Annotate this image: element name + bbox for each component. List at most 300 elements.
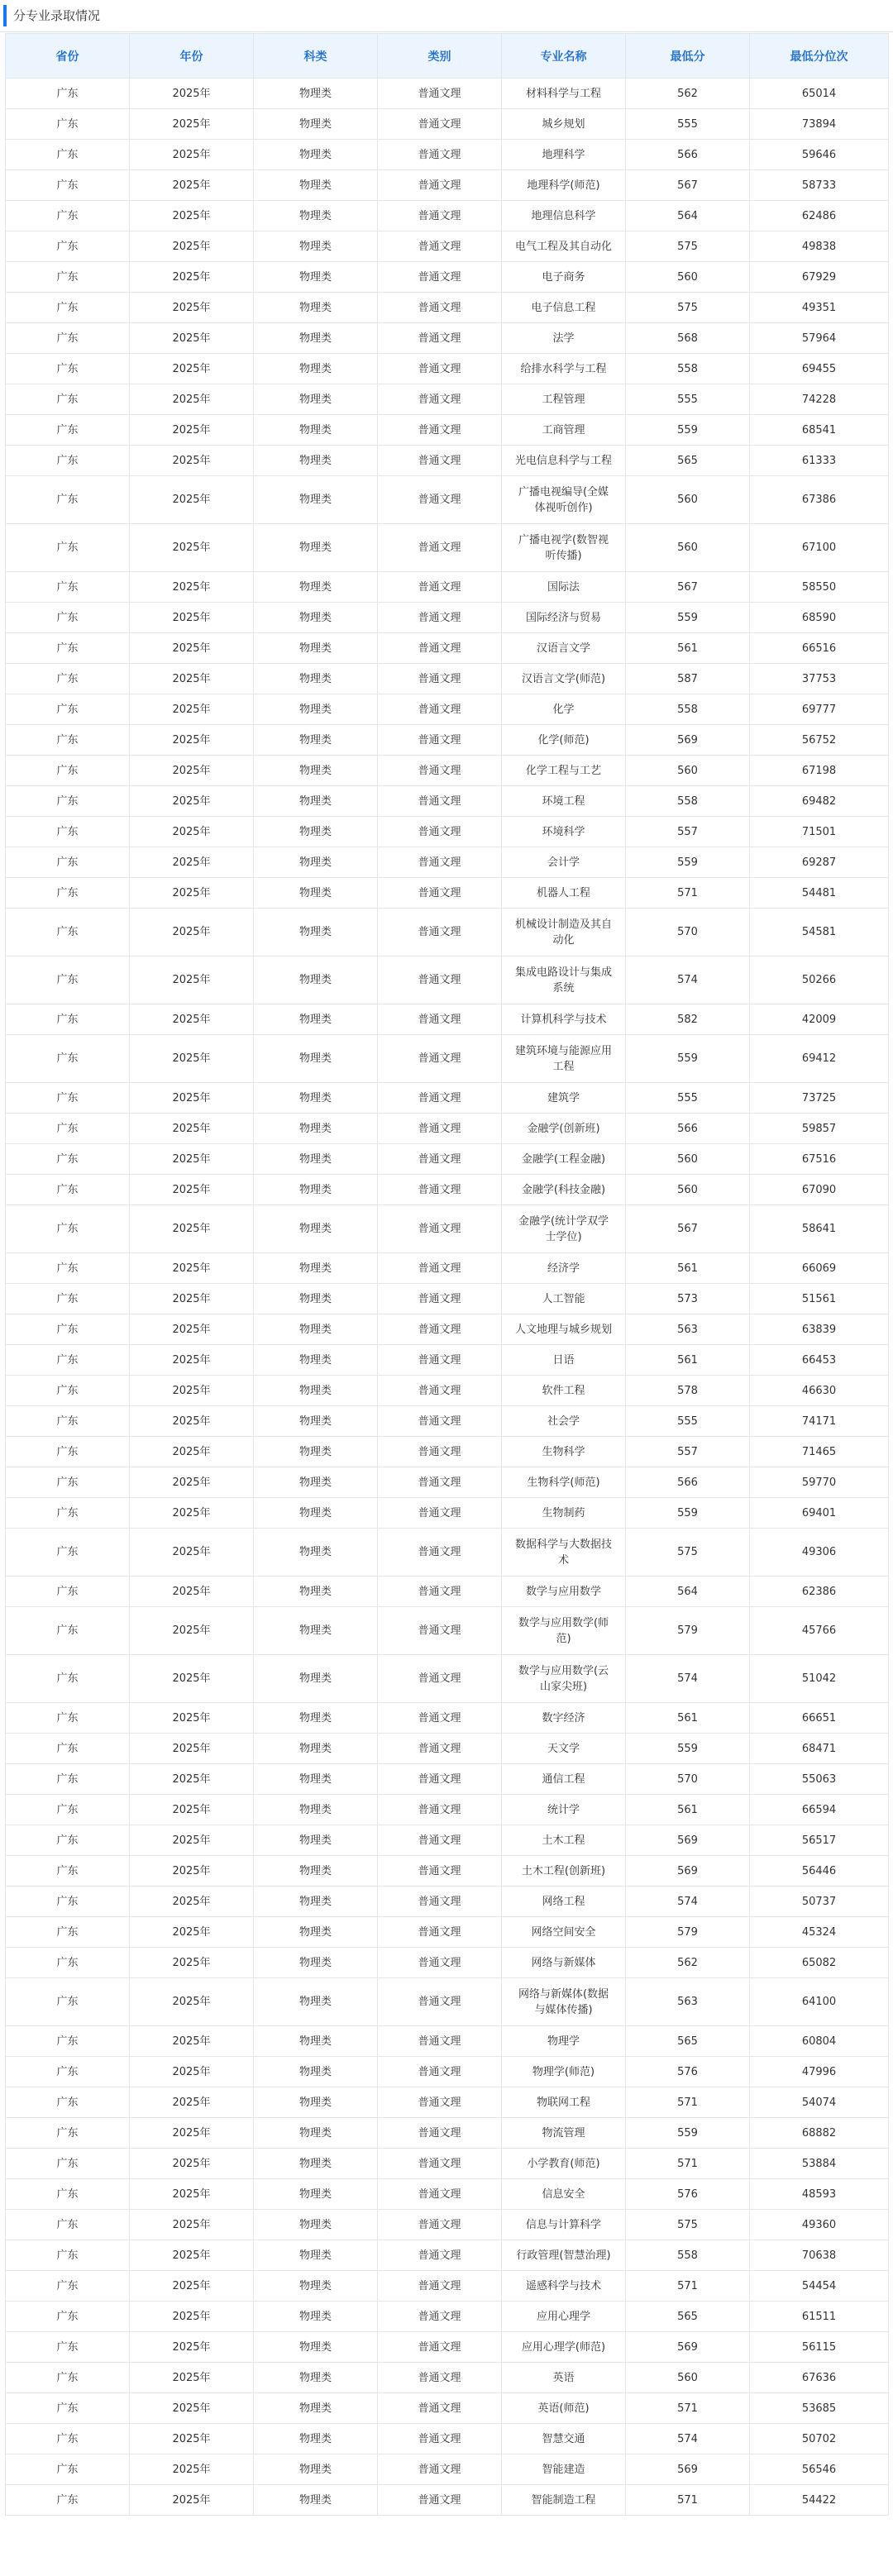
table-row: [6, 1467, 889, 1498]
subject-cell: 物理类: [254, 2271, 378, 2302]
table-row: [6, 2271, 889, 2302]
category-cell: 普通文理: [378, 323, 502, 354]
major-name-cell: 机械设计制造及其自动化: [502, 909, 626, 956]
min-score-cell: 555: [626, 1406, 750, 1437]
category-cell: 普通文理: [378, 909, 502, 956]
min-rank-cell: 68471: [750, 1734, 889, 1764]
min-score-cell: 575: [626, 1529, 750, 1577]
province-cell: 广东: [6, 725, 130, 756]
min-score-cell: 579: [626, 1607, 750, 1655]
year-cell: 2025年: [130, 2240, 254, 2271]
table-row: [6, 2179, 889, 2210]
min-rank-cell: 69455: [750, 354, 889, 384]
year-cell: 2025年: [130, 1467, 254, 1498]
subject-cell: 物理类: [254, 446, 378, 476]
min-score-cell: 555: [626, 109, 750, 140]
min-rank-cell: 56752: [750, 725, 889, 756]
major-name-cell: 金融学(创新班): [502, 1114, 626, 1144]
min-rank-cell: 56115: [750, 2332, 889, 2363]
province-cell: 广东: [6, 664, 130, 694]
min-rank-cell: 69482: [750, 786, 889, 817]
category-cell: 普通文理: [378, 1825, 502, 1856]
table-row: [6, 1376, 889, 1406]
major-name-cell: 会计学: [502, 847, 626, 878]
year-cell: 2025年: [130, 323, 254, 354]
subject-cell: 物理类: [254, 2087, 378, 2118]
min-score-cell: 560: [626, 476, 750, 524]
year-cell: 2025年: [130, 1764, 254, 1795]
table-row: [6, 633, 889, 664]
province-cell: 广东: [6, 1114, 130, 1144]
min-rank-cell: 57964: [750, 323, 889, 354]
category-cell: 普通文理: [378, 2424, 502, 2454]
province-cell: 广东: [6, 2332, 130, 2363]
subject-cell: 物理类: [254, 1144, 378, 1175]
min-score-cell: 566: [626, 1114, 750, 1144]
major-name-cell: 人工智能: [502, 1284, 626, 1314]
major-name-cell: 数学与应用数学(师范): [502, 1607, 626, 1655]
year-cell: 2025年: [130, 786, 254, 817]
year-cell: 2025年: [130, 572, 254, 603]
table-row: [6, 1114, 889, 1144]
category-cell: 普通文理: [378, 2210, 502, 2240]
min-score-cell: 558: [626, 694, 750, 725]
table-row: [6, 1035, 889, 1083]
major-name-cell: 社会学: [502, 1406, 626, 1437]
province-cell: 广东: [6, 293, 130, 323]
category-cell: 普通文理: [378, 572, 502, 603]
year-cell: 2025年: [130, 1376, 254, 1406]
year-cell: 2025年: [130, 231, 254, 262]
subject-cell: 物理类: [254, 2424, 378, 2454]
subject-cell: 物理类: [254, 384, 378, 415]
province-cell: 广东: [6, 1406, 130, 1437]
category-cell: 普通文理: [378, 1948, 502, 1978]
table-row: [6, 476, 889, 524]
province-cell: 广东: [6, 384, 130, 415]
province-cell: 广东: [6, 1917, 130, 1948]
province-cell: 广东: [6, 1734, 130, 1764]
table-row: [6, 1205, 889, 1253]
category-cell: 普通文理: [378, 1917, 502, 1948]
subject-cell: 物理类: [254, 354, 378, 384]
major-name-cell: 天文学: [502, 1734, 626, 1764]
major-name-cell: 地理科学(师范): [502, 170, 626, 201]
min-score-cell: 574: [626, 1655, 750, 1703]
province-cell: 广东: [6, 524, 130, 572]
major-name-cell: 信息安全: [502, 2179, 626, 2210]
year-cell: 2025年: [130, 956, 254, 1004]
subject-cell: 物理类: [254, 1655, 378, 1703]
min-rank-cell: 50266: [750, 956, 889, 1004]
table-row: [6, 2302, 889, 2332]
subject-cell: 物理类: [254, 2485, 378, 2516]
category-cell: 普通文理: [378, 1498, 502, 1529]
category-cell: 普通文理: [378, 664, 502, 694]
min-score-cell: 587: [626, 664, 750, 694]
major-name-cell: 小学教育(师范): [502, 2149, 626, 2179]
year-cell: 2025年: [130, 2149, 254, 2179]
min-rank-cell: 67386: [750, 476, 889, 524]
table-row: [6, 170, 889, 201]
min-score-cell: 563: [626, 1978, 750, 2026]
min-score-cell: 582: [626, 1004, 750, 1035]
province-cell: 广东: [6, 2393, 130, 2424]
major-name-cell: 网络工程: [502, 1887, 626, 1917]
table-row: [6, 1437, 889, 1467]
table-row: [6, 2424, 889, 2454]
province-cell: 广东: [6, 1825, 130, 1856]
province-cell: 广东: [6, 2057, 130, 2087]
min-rank-cell: 59646: [750, 140, 889, 170]
province-cell: 广东: [6, 633, 130, 664]
table-row: [6, 2149, 889, 2179]
min-rank-cell: 69777: [750, 694, 889, 725]
subject-cell: 物理类: [254, 1406, 378, 1437]
subject-cell: 物理类: [254, 293, 378, 323]
min-rank-cell: 66516: [750, 633, 889, 664]
category-cell: 普通文理: [378, 354, 502, 384]
min-rank-cell: 67516: [750, 1144, 889, 1175]
table-row: [6, 109, 889, 140]
major-name-cell: 生物科学: [502, 1437, 626, 1467]
subject-cell: 物理类: [254, 231, 378, 262]
min-rank-cell: 68882: [750, 2118, 889, 2149]
major-name-cell: 数字经济: [502, 1703, 626, 1734]
province-cell: 广东: [6, 847, 130, 878]
subject-cell: 物理类: [254, 1734, 378, 1764]
table-row: [6, 603, 889, 633]
province-cell: 广东: [6, 1795, 130, 1825]
table-row: [6, 1655, 889, 1703]
province-cell: 广东: [6, 2087, 130, 2118]
category-cell: 普通文理: [378, 1376, 502, 1406]
year-cell: 2025年: [130, 1083, 254, 1114]
table-row: [6, 1887, 889, 1917]
major-name-cell: 工商管理: [502, 415, 626, 446]
province-cell: 广东: [6, 2118, 130, 2149]
category-cell: 普通文理: [378, 1406, 502, 1437]
min-rank-cell: 69412: [750, 1035, 889, 1083]
min-rank-cell: 53685: [750, 2393, 889, 2424]
min-score-cell: 569: [626, 2332, 750, 2363]
subject-cell: 物理类: [254, 1345, 378, 1376]
province-cell: 广东: [6, 140, 130, 170]
min-score-cell: 567: [626, 170, 750, 201]
min-score-cell: 561: [626, 633, 750, 664]
min-rank-cell: 68590: [750, 603, 889, 633]
category-cell: 普通文理: [378, 603, 502, 633]
major-name-cell: 物联网工程: [502, 2087, 626, 2118]
min-rank-cell: 53884: [750, 2149, 889, 2179]
category-cell: 普通文理: [378, 756, 502, 786]
section-header: [0, 0, 893, 32]
min-score-cell: 555: [626, 1083, 750, 1114]
category-cell: 普通文理: [378, 1764, 502, 1795]
year-cell: 2025年: [130, 2179, 254, 2210]
category-cell: 普通文理: [378, 1703, 502, 1734]
year-cell: 2025年: [130, 1825, 254, 1856]
subject-cell: 物理类: [254, 1887, 378, 1917]
major-name-cell: 汉语言文学(师范): [502, 664, 626, 694]
province-cell: 广东: [6, 2026, 130, 2057]
province-cell: 广东: [6, 1703, 130, 1734]
min-rank-cell: 65014: [750, 79, 889, 109]
min-rank-cell: 50737: [750, 1887, 889, 1917]
province-cell: 广东: [6, 354, 130, 384]
table-row: [6, 572, 889, 603]
table-row: [6, 1948, 889, 1978]
min-rank-cell: 58550: [750, 572, 889, 603]
category-cell: 普通文理: [378, 293, 502, 323]
year-cell: 2025年: [130, 1253, 254, 1284]
category-cell: 普通文理: [378, 725, 502, 756]
province-cell: 广东: [6, 1004, 130, 1035]
table-row: [6, 384, 889, 415]
major-name-cell: 建筑环境与能源应用工程: [502, 1035, 626, 1083]
province-cell: 广东: [6, 1314, 130, 1345]
year-cell: 2025年: [130, 293, 254, 323]
header-year: 年份: [130, 34, 254, 79]
min-score-cell: 564: [626, 1577, 750, 1607]
major-name-cell: 广播电视编导(全媒体视听创作): [502, 476, 626, 524]
major-name-cell: 物流管理: [502, 2118, 626, 2149]
min-score-cell: 566: [626, 140, 750, 170]
major-name-cell: 信息与计算科学: [502, 2210, 626, 2240]
min-score-cell: 574: [626, 956, 750, 1004]
min-score-cell: 569: [626, 1825, 750, 1856]
table-row: [6, 956, 889, 1004]
major-name-cell: 统计学: [502, 1795, 626, 1825]
province-cell: 广东: [6, 415, 130, 446]
year-cell: 2025年: [130, 1607, 254, 1655]
min-score-cell: 569: [626, 2454, 750, 2485]
category-cell: 普通文理: [378, 1035, 502, 1083]
table-row: [6, 1734, 889, 1764]
min-score-cell: 579: [626, 1917, 750, 1948]
table-row: [6, 1856, 889, 1887]
year-cell: 2025年: [130, 847, 254, 878]
table-row: [6, 1764, 889, 1795]
province-cell: 广东: [6, 878, 130, 909]
major-name-cell: 汉语言文学: [502, 633, 626, 664]
subject-cell: 物理类: [254, 1703, 378, 1734]
min-rank-cell: 42009: [750, 1004, 889, 1035]
province-cell: 广东: [6, 170, 130, 201]
major-name-cell: 建筑学: [502, 1083, 626, 1114]
major-name-cell: 给排水科学与工程: [502, 354, 626, 384]
province-cell: 广东: [6, 909, 130, 956]
table-row: [6, 878, 889, 909]
table-body: [6, 79, 889, 2516]
subject-cell: 物理类: [254, 786, 378, 817]
subject-cell: 物理类: [254, 201, 378, 231]
subject-cell: 物理类: [254, 1978, 378, 2026]
category-cell: 普通文理: [378, 2302, 502, 2332]
table-row: [6, 79, 889, 109]
year-cell: 2025年: [130, 524, 254, 572]
major-name-cell: 数据科学与大数据技术: [502, 1529, 626, 1577]
subject-cell: 物理类: [254, 2302, 378, 2332]
major-name-cell: 土木工程(创新班): [502, 1856, 626, 1887]
min-score-cell: 566: [626, 1467, 750, 1498]
table-header-row: [6, 34, 889, 79]
year-cell: 2025年: [130, 633, 254, 664]
table-row: [6, 694, 889, 725]
year-cell: 2025年: [130, 2210, 254, 2240]
min-score-cell: 558: [626, 786, 750, 817]
category-cell: 普通文理: [378, 170, 502, 201]
year-cell: 2025年: [130, 262, 254, 293]
subject-cell: 物理类: [254, 633, 378, 664]
min-score-cell: 558: [626, 2240, 750, 2271]
table-row: [6, 786, 889, 817]
year-cell: 2025年: [130, 384, 254, 415]
year-cell: 2025年: [130, 878, 254, 909]
subject-cell: 物理类: [254, 323, 378, 354]
min-rank-cell: 61511: [750, 2302, 889, 2332]
table-row: [6, 1917, 889, 1948]
major-name-cell: 地理科学: [502, 140, 626, 170]
subject-cell: 物理类: [254, 817, 378, 847]
year-cell: 2025年: [130, 2393, 254, 2424]
province-cell: 广东: [6, 231, 130, 262]
major-name-cell: 生物科学(师范): [502, 1467, 626, 1498]
table-row: [6, 1498, 889, 1529]
min-rank-cell: 49360: [750, 2210, 889, 2240]
min-rank-cell: 56517: [750, 1825, 889, 1856]
table-row: [6, 2454, 889, 2485]
min-rank-cell: 66453: [750, 1345, 889, 1376]
category-cell: 普通文理: [378, 2118, 502, 2149]
major-name-cell: 数学与应用数学: [502, 1577, 626, 1607]
table-row: [6, 1144, 889, 1175]
table-row: [6, 2026, 889, 2057]
category-cell: 普通文理: [378, 2240, 502, 2271]
subject-cell: 物理类: [254, 694, 378, 725]
table-row: [6, 2210, 889, 2240]
table-row: [6, 2087, 889, 2118]
table-row: [6, 524, 889, 572]
year-cell: 2025年: [130, 1856, 254, 1887]
category-cell: 普通文理: [378, 2332, 502, 2363]
min-rank-cell: 66069: [750, 1253, 889, 1284]
min-score-cell: 560: [626, 756, 750, 786]
year-cell: 2025年: [130, 2332, 254, 2363]
year-cell: 2025年: [130, 2087, 254, 2118]
year-cell: 2025年: [130, 1175, 254, 1205]
year-cell: 2025年: [130, 603, 254, 633]
subject-cell: 物理类: [254, 1004, 378, 1035]
category-cell: 普通文理: [378, 1577, 502, 1607]
table-row: [6, 2485, 889, 2516]
year-cell: 2025年: [130, 725, 254, 756]
year-cell: 2025年: [130, 694, 254, 725]
year-cell: 2025年: [130, 1205, 254, 1253]
min-score-cell: 576: [626, 2179, 750, 2210]
min-score-cell: 567: [626, 572, 750, 603]
table-row: [6, 293, 889, 323]
table-row: [6, 2363, 889, 2393]
major-name-cell: 英语: [502, 2363, 626, 2393]
category-cell: 普通文理: [378, 1529, 502, 1577]
table-row: [6, 2332, 889, 2363]
major-name-cell: 计算机科学与技术: [502, 1004, 626, 1035]
province-cell: 广东: [6, 694, 130, 725]
min-rank-cell: 54581: [750, 909, 889, 956]
min-score-cell: 560: [626, 524, 750, 572]
subject-cell: 物理类: [254, 1856, 378, 1887]
year-cell: 2025年: [130, 1948, 254, 1978]
year-cell: 2025年: [130, 1144, 254, 1175]
header-major-name: 专业名称: [502, 34, 626, 79]
major-name-cell: 网络与新媒体(数据与媒体传播): [502, 1978, 626, 2026]
category-cell: 普通文理: [378, 878, 502, 909]
header-min-score: 最低分: [626, 34, 750, 79]
table-row: [6, 446, 889, 476]
year-cell: 2025年: [130, 79, 254, 109]
province-cell: 广东: [6, 2424, 130, 2454]
major-name-cell: 化学(师范): [502, 725, 626, 756]
table-row: [6, 354, 889, 384]
major-name-cell: 化学: [502, 694, 626, 725]
min-rank-cell: 70638: [750, 2240, 889, 2271]
province-cell: 广东: [6, 1376, 130, 1406]
header-subject: 科类: [254, 34, 378, 79]
province-cell: 广东: [6, 2240, 130, 2271]
major-name-cell: 网络与新媒体: [502, 1948, 626, 1978]
province-cell: 广东: [6, 1345, 130, 1376]
min-rank-cell: 63839: [750, 1314, 889, 1345]
subject-cell: 物理类: [254, 725, 378, 756]
min-rank-cell: 61333: [750, 446, 889, 476]
min-rank-cell: 49838: [750, 231, 889, 262]
major-name-cell: 物理学(师范): [502, 2057, 626, 2087]
province-cell: 广东: [6, 817, 130, 847]
min-rank-cell: 74228: [750, 384, 889, 415]
min-score-cell: 571: [626, 2087, 750, 2118]
subject-cell: 物理类: [254, 2210, 378, 2240]
year-cell: 2025年: [130, 2057, 254, 2087]
min-rank-cell: 56446: [750, 1856, 889, 1887]
province-cell: 广东: [6, 2485, 130, 2516]
min-score-cell: 559: [626, 603, 750, 633]
min-rank-cell: 66594: [750, 1795, 889, 1825]
subject-cell: 物理类: [254, 572, 378, 603]
major-name-cell: 工程管理: [502, 384, 626, 415]
province-cell: 广东: [6, 2271, 130, 2302]
year-cell: 2025年: [130, 1655, 254, 1703]
category-cell: 普通文理: [378, 446, 502, 476]
major-name-cell: 环境科学: [502, 817, 626, 847]
province-cell: 广东: [6, 1948, 130, 1978]
table-row: [6, 1406, 889, 1437]
year-cell: 2025年: [130, 354, 254, 384]
category-cell: 普通文理: [378, 109, 502, 140]
major-name-cell: 环境工程: [502, 786, 626, 817]
subject-cell: 物理类: [254, 603, 378, 633]
province-cell: 广东: [6, 1856, 130, 1887]
year-cell: 2025年: [130, 2118, 254, 2149]
year-cell: 2025年: [130, 170, 254, 201]
min-score-cell: 561: [626, 1795, 750, 1825]
table-row: [6, 847, 889, 878]
table-row: [6, 1083, 889, 1114]
min-rank-cell: 67100: [750, 524, 889, 572]
major-name-cell: 物理学: [502, 2026, 626, 2057]
major-name-cell: 金融学(统计学双学士学位): [502, 1205, 626, 1253]
subject-cell: 物理类: [254, 1948, 378, 1978]
